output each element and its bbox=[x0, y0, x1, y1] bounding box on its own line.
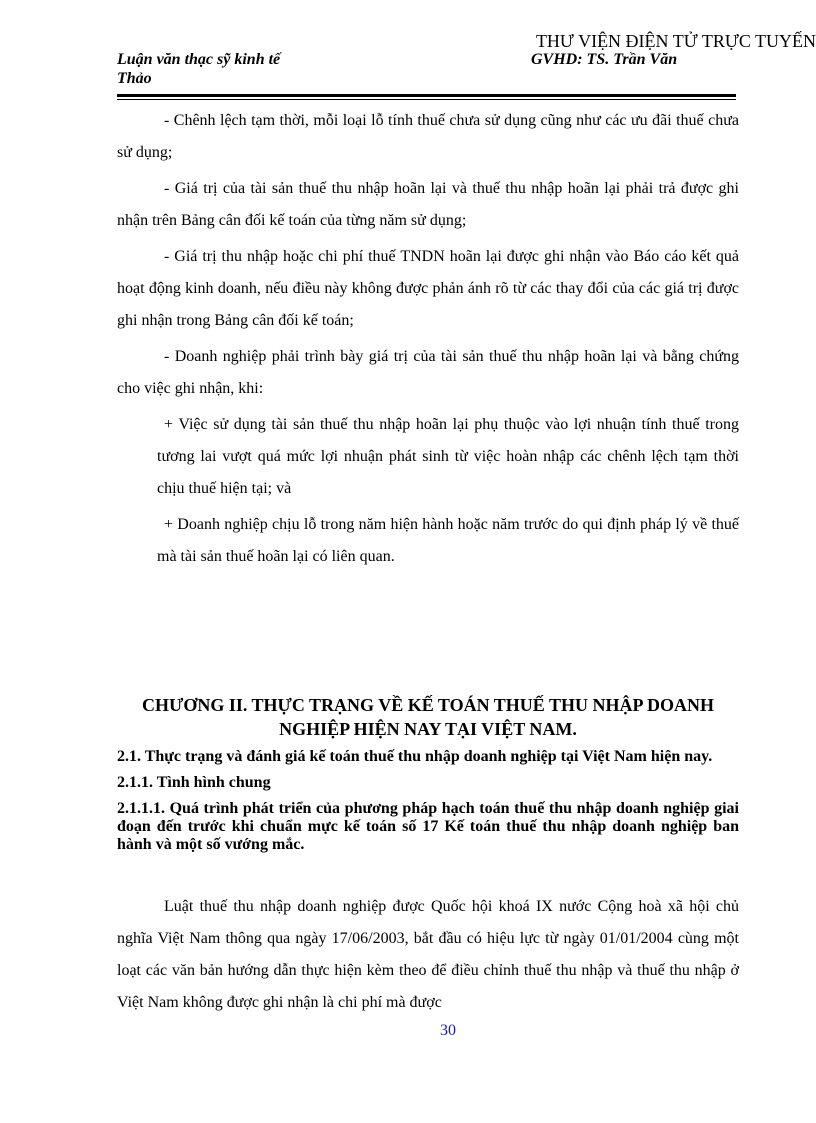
paragraph-3: - Giá trị thu nhập hoặc chi phí thuế TNDN hoãn lại được ghi nhận vào Báo cáo kết quả hoạt động kinh doanh, nếu điều này không được phản ánh rõ từ các thay đổi của các giá trị được ghi nhận trong Bảng cân đối kế toán; bbox=[117, 248, 739, 329]
chapter-title-line2: NGHIỆP HIỆN NAY TẠI VIỆT NAM. bbox=[279, 719, 577, 739]
top-text-block bbox=[117, 105, 739, 573]
paragraph-2: - Giá trị của tài sản thuế thu nhập hoãn lại và thuế thu nhập hoãn lại phải trả được ghi nhận trên Bảng cân đối kế toán của từng năm sử dụng; bbox=[117, 180, 739, 229]
header-left-line2: Thảo bbox=[117, 70, 152, 87]
section-2-1-heading: 2.1. Thực trạng và đánh giá kế toán thuế thu nhập doanh nghiệp tại Việt Nam hiện nay. bbox=[117, 748, 713, 765]
section-2-1-1-1-heading: 2.1.1.1. Quá trình phát triển của phương pháp hạch toán thuế thu nhập doanh nghiệp giai đoạn đến trước khi chuẩn mực kế toán số 17 Kế toán thuế thu nhập doanh nghiệp ban hành và một số vướng mắc. bbox=[117, 800, 739, 853]
chapter-title bbox=[117, 693, 739, 741]
sub-item-1: + Việc sử dụng tài sản thuế thu nhập hoãn lại phụ thuộc vào lợi nhuận tính thuế trong tương lai vượt quá mức lợi nhuận phát sinh từ việc hoàn nhập các chênh lệch tạm thời chịu thuế hiện tại; và bbox=[157, 416, 739, 497]
header-rule-thick bbox=[117, 94, 736, 97]
header-left bbox=[117, 50, 377, 88]
page-number: 30 bbox=[440, 1022, 456, 1039]
paragraph-4: - Doanh nghiệp phải trình bày giá trị của tài sản thuế thu nhập hoãn lại và bằng chứng cho việc ghi nhận, khi: bbox=[117, 348, 739, 397]
watermark-text: THƯ VIỆN ĐIỆN TỬ TRỰC TUYẾN bbox=[535, 31, 816, 51]
sub-item-2: + Doanh nghiệp chịu lỗ trong năm hiện hành hoặc năm trước do qui định pháp lý về thuế mà tài sản thuế hoãn lại có liên quan. bbox=[157, 516, 739, 565]
section-2-1-1-heading: 2.1.1. Tình hình chung bbox=[117, 774, 271, 791]
section-headings bbox=[117, 748, 739, 862]
body-paragraph: Luật thuế thu nhập doanh nghiệp được Quốc hội khoá IX nước Cộng hoà xã hội chủ nghĩa Việt Nam thông qua ngày 17/06/2003, bắt đầu có hiệu lực từ ngày 01/01/2004 cùng một loạt các văn bản hướng dẫn thực hiện kèm theo để điều chỉnh thuế thu nhập và thuế thu nhập ở Việt Nam không được ghi nhận là chi phí mà được bbox=[117, 898, 739, 1011]
header-left-line1: Luận văn thạc sỹ kinh tế bbox=[117, 51, 281, 68]
chapter-title-line1: CHƯƠNG II. THỰC TRẠNG VỀ KẾ TOÁN THUẾ THU NHẬP DOANH bbox=[142, 695, 714, 715]
paragraph-1: - Chênh lệch tạm thời, mỗi loại lỗ tính thuế chưa sử dụng cũng như các ưu đãi thuế chưa sử dụng; bbox=[117, 112, 739, 161]
body-text-block bbox=[117, 891, 739, 1019]
header-rule-thin bbox=[117, 99, 736, 100]
header-right: GVHD: TS. Trần Văn bbox=[531, 51, 678, 68]
